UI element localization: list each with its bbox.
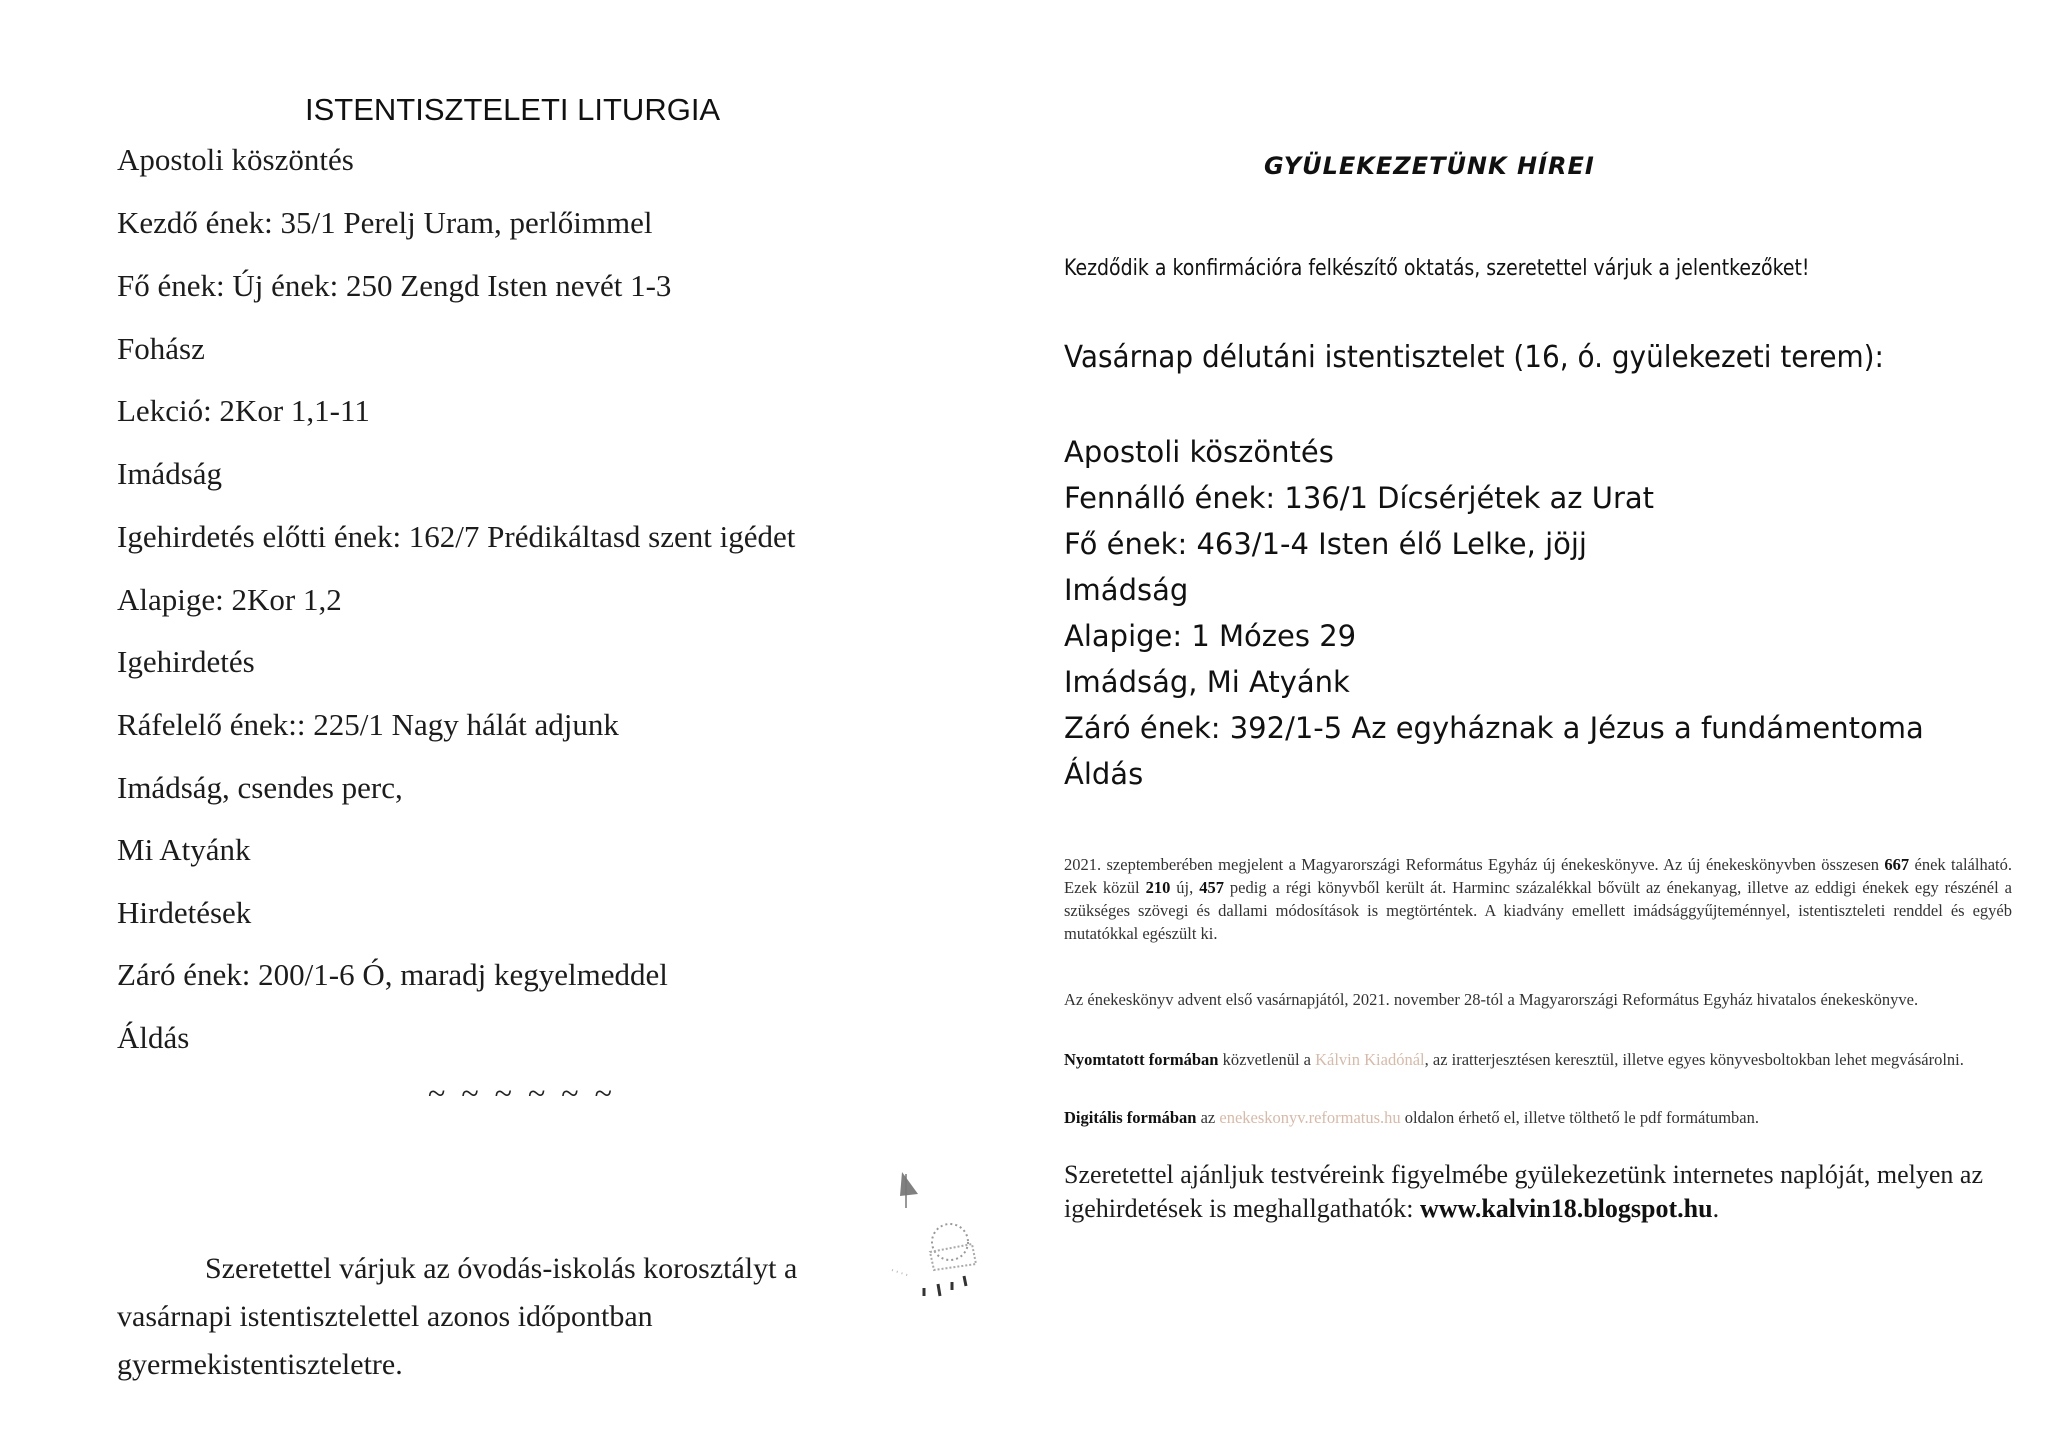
left-page (0, 0, 1000, 1448)
hymnal-paragraph: 2021. szeptemberében megjelent a Magyarországi Református Egyház új énekeskönyve. Az új énekeskönyvben összesen 667 ének található. Ezek közül 210 új, 457 pedig a régi könyvből került át. Harminc százalékkal bővült az énekanyag, illetve az eddigi énekek egy részénél a szükséges szövegi és dallami módosítások is megtörténtek. A kiadvány emellett imádsággyűjteménnyel, istentiszteleti renddel és egyéb mutatókkal egészült ki. (1064, 855, 2012, 943)
service-item: Fő ének: 463/1-4 Isten élő Lelke, jöjj (1064, 527, 1587, 561)
liturgy-item: Áldás (117, 1020, 190, 1055)
liturgy-item: Igehirdetés (117, 644, 255, 679)
liturgy-title: ISTENTISZTELETI LITURGIA (305, 92, 721, 127)
service-item: Alapige: 1 Mózes 29 (1064, 619, 1357, 653)
digital-form-paragraph: Digitális formában az enekeskonyv.reformatus.hu oldalon érhető el, illetve tölthető le pdf formátumban. (1064, 1108, 1759, 1127)
separator-tildes: ~ ~ ~ ~ ~ ~ (428, 1075, 616, 1111)
hymnal-official-paragraph: Az énekeskönyv advent első vasárnapjától, 2021. november 28-tól a Magyarországi Református Egyház hivatalos énekeskönyve. (1064, 990, 1919, 1009)
liturgy-item: Imádság (117, 456, 223, 491)
service-item: Záró ének: 392/1-5 Az egyháznak a Jézus a fundámentoma (1064, 711, 1924, 745)
service-item: Imádság (1064, 573, 1189, 607)
liturgy-item: Fő ének: Új ének: 250 Zengd Isten nevét 1-3 (117, 268, 672, 303)
service-item: Imádság, Mi Atyánk (1064, 665, 1350, 699)
blog-url-link[interactable]: www.kalvin18.blogspot.hu (1419, 1194, 1713, 1223)
service-item: Áldás (1064, 757, 1144, 791)
children-invitation: Szeretettel várjuk az óvodás-iskolás korosztályt a vasárnapi istentisztelettel azonos időpontban gyermekistentiszteletre. (117, 1252, 798, 1381)
hymnal-website-link[interactable]: enekeskonyv.reformatus.hu (1219, 1108, 1401, 1127)
liturgy-item: Záró ének: 200/1-6 Ó, maradj kegyelmeddel (117, 957, 668, 992)
blog-recommendation: Szeretettel ajánljuk testvéreink figyelmébe gyülekezetünk internetes naplóját, melyen az igehirdetések is meghallgathatók: www.kalvin18.blogspot.hu. (1064, 1160, 1984, 1223)
liturgy-item: Lekció: 2Kor 1,1-11 (117, 393, 370, 428)
liturgy-item: Kezdő ének: 35/1 Perelj Uram, perlőimmel (117, 205, 653, 240)
afternoon-service-heading: Vasárnap délutáni istentisztelet (16, ó. gyülekezeti terem): (1064, 340, 1884, 375)
church-sketch-icon (880, 1160, 1000, 1310)
liturgy-item: Igehirdetés előtti ének: 162/7 Prédikáltasd szent igédet (117, 519, 796, 554)
liturgy-item: Apostoli köszöntés (117, 142, 354, 177)
liturgy-item: Imádság, csendes perc, (117, 770, 403, 805)
service-item: Fennálló ének: 136/1 Dícsérjétek az Urat (1064, 481, 1655, 515)
printed-form-paragraph: Nyomtatott formában közvetlenül a Kálvin Kiadónál, az iratterjesztésen keresztül, illetve egyes könyvesboltokban lehet megvásárolni. (1064, 1050, 1964, 1069)
publisher-link[interactable]: Kálvin Kiadónál (1315, 1050, 1425, 1069)
liturgy-item: Mi Atyánk (117, 832, 251, 867)
news-title: GYÜLEKEZETÜNK HÍREI (1264, 152, 1595, 180)
service-item: Apostoli köszöntés (1064, 435, 1334, 469)
liturgy-item: Alapige: 2Kor 1,2 (117, 582, 342, 617)
liturgy-item: Hirdetések (117, 895, 252, 930)
liturgy-item: Fohász (117, 331, 205, 366)
confirmation-notice: Kezdődik a konfirmációra felkészítő oktatás, szeretettel várjuk a jelentkezőket! (1064, 256, 1810, 281)
liturgy-item: Ráfelelő ének:: 225/1 Nagy hálát adjunk (117, 707, 619, 742)
